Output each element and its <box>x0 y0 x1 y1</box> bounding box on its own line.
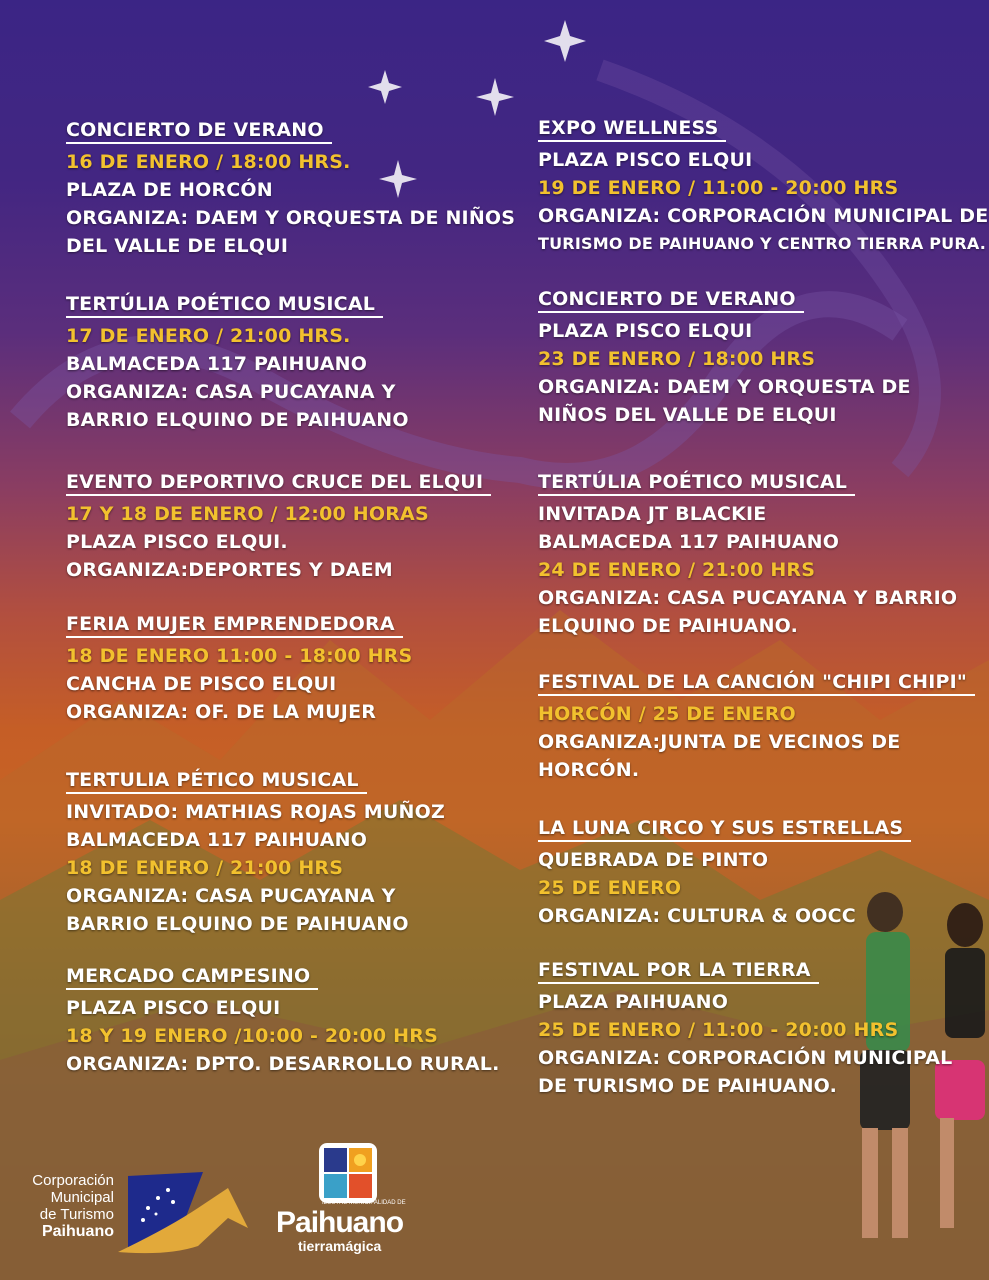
event-detail: ORGANIZA: CORPORACIÓN MUNICIPAL DE <box>538 205 989 227</box>
municipalidad-name: Paihuano <box>276 1206 404 1239</box>
event-title-row <box>538 287 911 317</box>
event-block <box>66 612 412 726</box>
event-detail: INVITADO: MATHIAS ROJAS MUÑOZ <box>66 801 445 823</box>
event-date: 16 DE ENERO / 18:00 HRS. <box>66 151 351 173</box>
corporacion-logo-text <box>10 1172 114 1240</box>
event-detail: BARRIO ELQUINO DE PAIHUANO <box>66 913 409 935</box>
event-title: FERIA MUJER EMPRENDEDORA <box>66 612 403 638</box>
event-title-row <box>538 470 957 500</box>
event-date: 24 DE ENERO / 21:00 HRS <box>538 559 816 581</box>
event-detail: ORGANIZA:JUNTA DE VECINOS DE <box>538 731 901 753</box>
event-date: 17 Y 18 DE ENERO / 12:00 HORAS <box>66 503 429 525</box>
event-detail: ORGANIZA: CASA PUCAYANA Y BARRIO <box>538 587 958 609</box>
event-date: 17 DE ENERO / 21:00 HRS. <box>66 325 351 347</box>
event-detail: ORGANIZA: DPTO. DESARROLLO RURAL. <box>66 1053 500 1075</box>
event-date: 18 DE ENERO 11:00 - 18:00 HRS <box>66 645 413 667</box>
event-detail: ORGANIZA: CORPORACIÓN MUNICIPAL <box>538 1047 953 1069</box>
event-detail: TURISMO DE PAIHUANO Y CENTRO TIERRA PURA. <box>538 234 987 253</box>
event-detail: BALMACEDA 117 PAIHUANO <box>538 531 840 553</box>
event-block <box>66 964 500 1078</box>
event-detail: BALMACEDA 117 PAIHUANO <box>66 829 368 851</box>
event-detail: BALMACEDA 117 PAIHUANO <box>66 353 368 375</box>
event-block <box>538 116 988 258</box>
event-date: 19 DE ENERO / 11:00 - 20:00 HRS <box>538 177 899 199</box>
event-detail: ORGANIZA: CASA PUCAYANA Y <box>66 885 396 907</box>
event-title-row <box>66 612 412 642</box>
event-detail: ELQUINO DE PAIHUANO. <box>538 615 799 637</box>
event-title: TERTULIA PÉTICO MUSICAL <box>66 768 367 794</box>
event-title-row <box>538 958 952 988</box>
event-detail: PLAZA PISCO ELQUI <box>538 149 753 171</box>
event-block <box>66 292 409 434</box>
event-detail: ORGANIZA: CASA PUCAYANA Y <box>66 381 396 403</box>
logo-name: Paihuano <box>41 1223 114 1240</box>
event-date: 25 DE ENERO <box>538 877 682 899</box>
event-detail: PLAZA PISCO ELQUI. <box>66 531 288 553</box>
event-detail: PLAZA PISCO ELQUI <box>538 320 753 342</box>
event-detail: DE TURISMO DE PAIHUANO. <box>538 1075 838 1097</box>
logo-line: Corporación <box>32 1172 114 1189</box>
event-title-row <box>538 816 911 846</box>
event-detail: ORGANIZA: CULTURA & OOCC <box>538 905 856 927</box>
event-detail: ORGANIZA: DAEM Y ORQUESTA DE NIÑOS <box>66 207 516 229</box>
event-detail: ORGANIZA: DAEM Y ORQUESTA DE <box>538 376 911 398</box>
event-detail: NIÑOS DEL VALLE DE ELQUI <box>538 404 837 426</box>
municipalidad-logo <box>270 1142 410 1252</box>
event-detail: HORCÓN. <box>538 759 640 781</box>
event-block <box>538 816 911 930</box>
corporacion-logo <box>10 1168 260 1258</box>
event-detail: CANCHA DE PISCO ELQUI <box>66 673 337 695</box>
event-title: FESTIVAL POR LA TIERRA <box>538 958 819 984</box>
event-date: 23 DE ENERO / 18:00 HRS <box>538 348 816 370</box>
event-title-row <box>538 116 988 146</box>
event-block <box>538 470 957 640</box>
event-title: TERTÚLIA POÉTICO MUSICAL <box>66 292 383 318</box>
event-block <box>66 470 491 584</box>
logo-line: de Turismo <box>39 1206 114 1223</box>
municipalidad-mini-label: ILUSTRE MUNICIPALIDAD DE <box>322 1200 406 1206</box>
event-title: FESTIVAL DE LA CANCIÓN "CHIPI CHIPI" <box>538 670 975 696</box>
event-title-row <box>66 118 515 148</box>
event-detail: DEL VALLE DE ELQUI <box>66 235 289 257</box>
event-title-row <box>66 768 445 798</box>
mountain-stars-icon <box>118 1168 258 1258</box>
event-block <box>66 118 515 260</box>
event-title-row <box>66 292 409 322</box>
event-title: EVENTO DEPORTIVO CRUCE DEL ELQUI <box>66 470 491 496</box>
event-detail: INVITADA JT BLACKIE <box>538 503 767 525</box>
event-date: HORCÓN / 25 DE ENERO <box>538 703 796 725</box>
event-title: EXPO WELLNESS <box>538 116 726 142</box>
event-detail: QUEBRADA DE PINTO <box>538 849 769 871</box>
event-date: 18 Y 19 ENERO /10:00 - 20:00 HRS <box>66 1025 438 1047</box>
event-title: CONCIERTO DE VERANO <box>538 287 804 313</box>
event-title: LA LUNA CIRCO Y SUS ESTRELLAS <box>538 816 911 842</box>
event-detail: ORGANIZA: OF. DE LA MUJER <box>66 701 377 723</box>
event-title-row <box>66 964 500 994</box>
event-title: CONCIERTO DE VERANO <box>66 118 332 144</box>
event-block <box>538 958 952 1100</box>
event-date: 18 DE ENERO / 21:00 HRS <box>66 857 344 879</box>
event-date: 25 DE ENERO / 11:00 - 20:00 HRS <box>538 1019 899 1041</box>
event-block <box>66 768 445 938</box>
event-detail: PLAZA PAIHUANO <box>538 991 729 1013</box>
event-detail: BARRIO ELQUINO DE PAIHUANO <box>66 409 409 431</box>
event-title: TERTÚLIA POÉTICO MUSICAL <box>538 470 855 496</box>
logo-line: Municipal <box>50 1189 114 1206</box>
event-detail: ORGANIZA:DEPORTES Y DAEM <box>66 559 393 581</box>
municipalidad-tagline: tierramágica <box>298 1238 382 1254</box>
event-detail: PLAZA DE HORCÓN <box>66 179 273 201</box>
event-title-row <box>66 470 491 500</box>
event-title: MERCADO CAMPESINO <box>66 964 318 990</box>
municipal-crest-icon <box>318 1142 378 1204</box>
event-detail: PLAZA PISCO ELQUI <box>66 997 281 1019</box>
event-block <box>538 287 911 429</box>
event-title-row <box>538 670 975 700</box>
logo-line <box>10 1223 114 1240</box>
event-block <box>538 670 975 784</box>
